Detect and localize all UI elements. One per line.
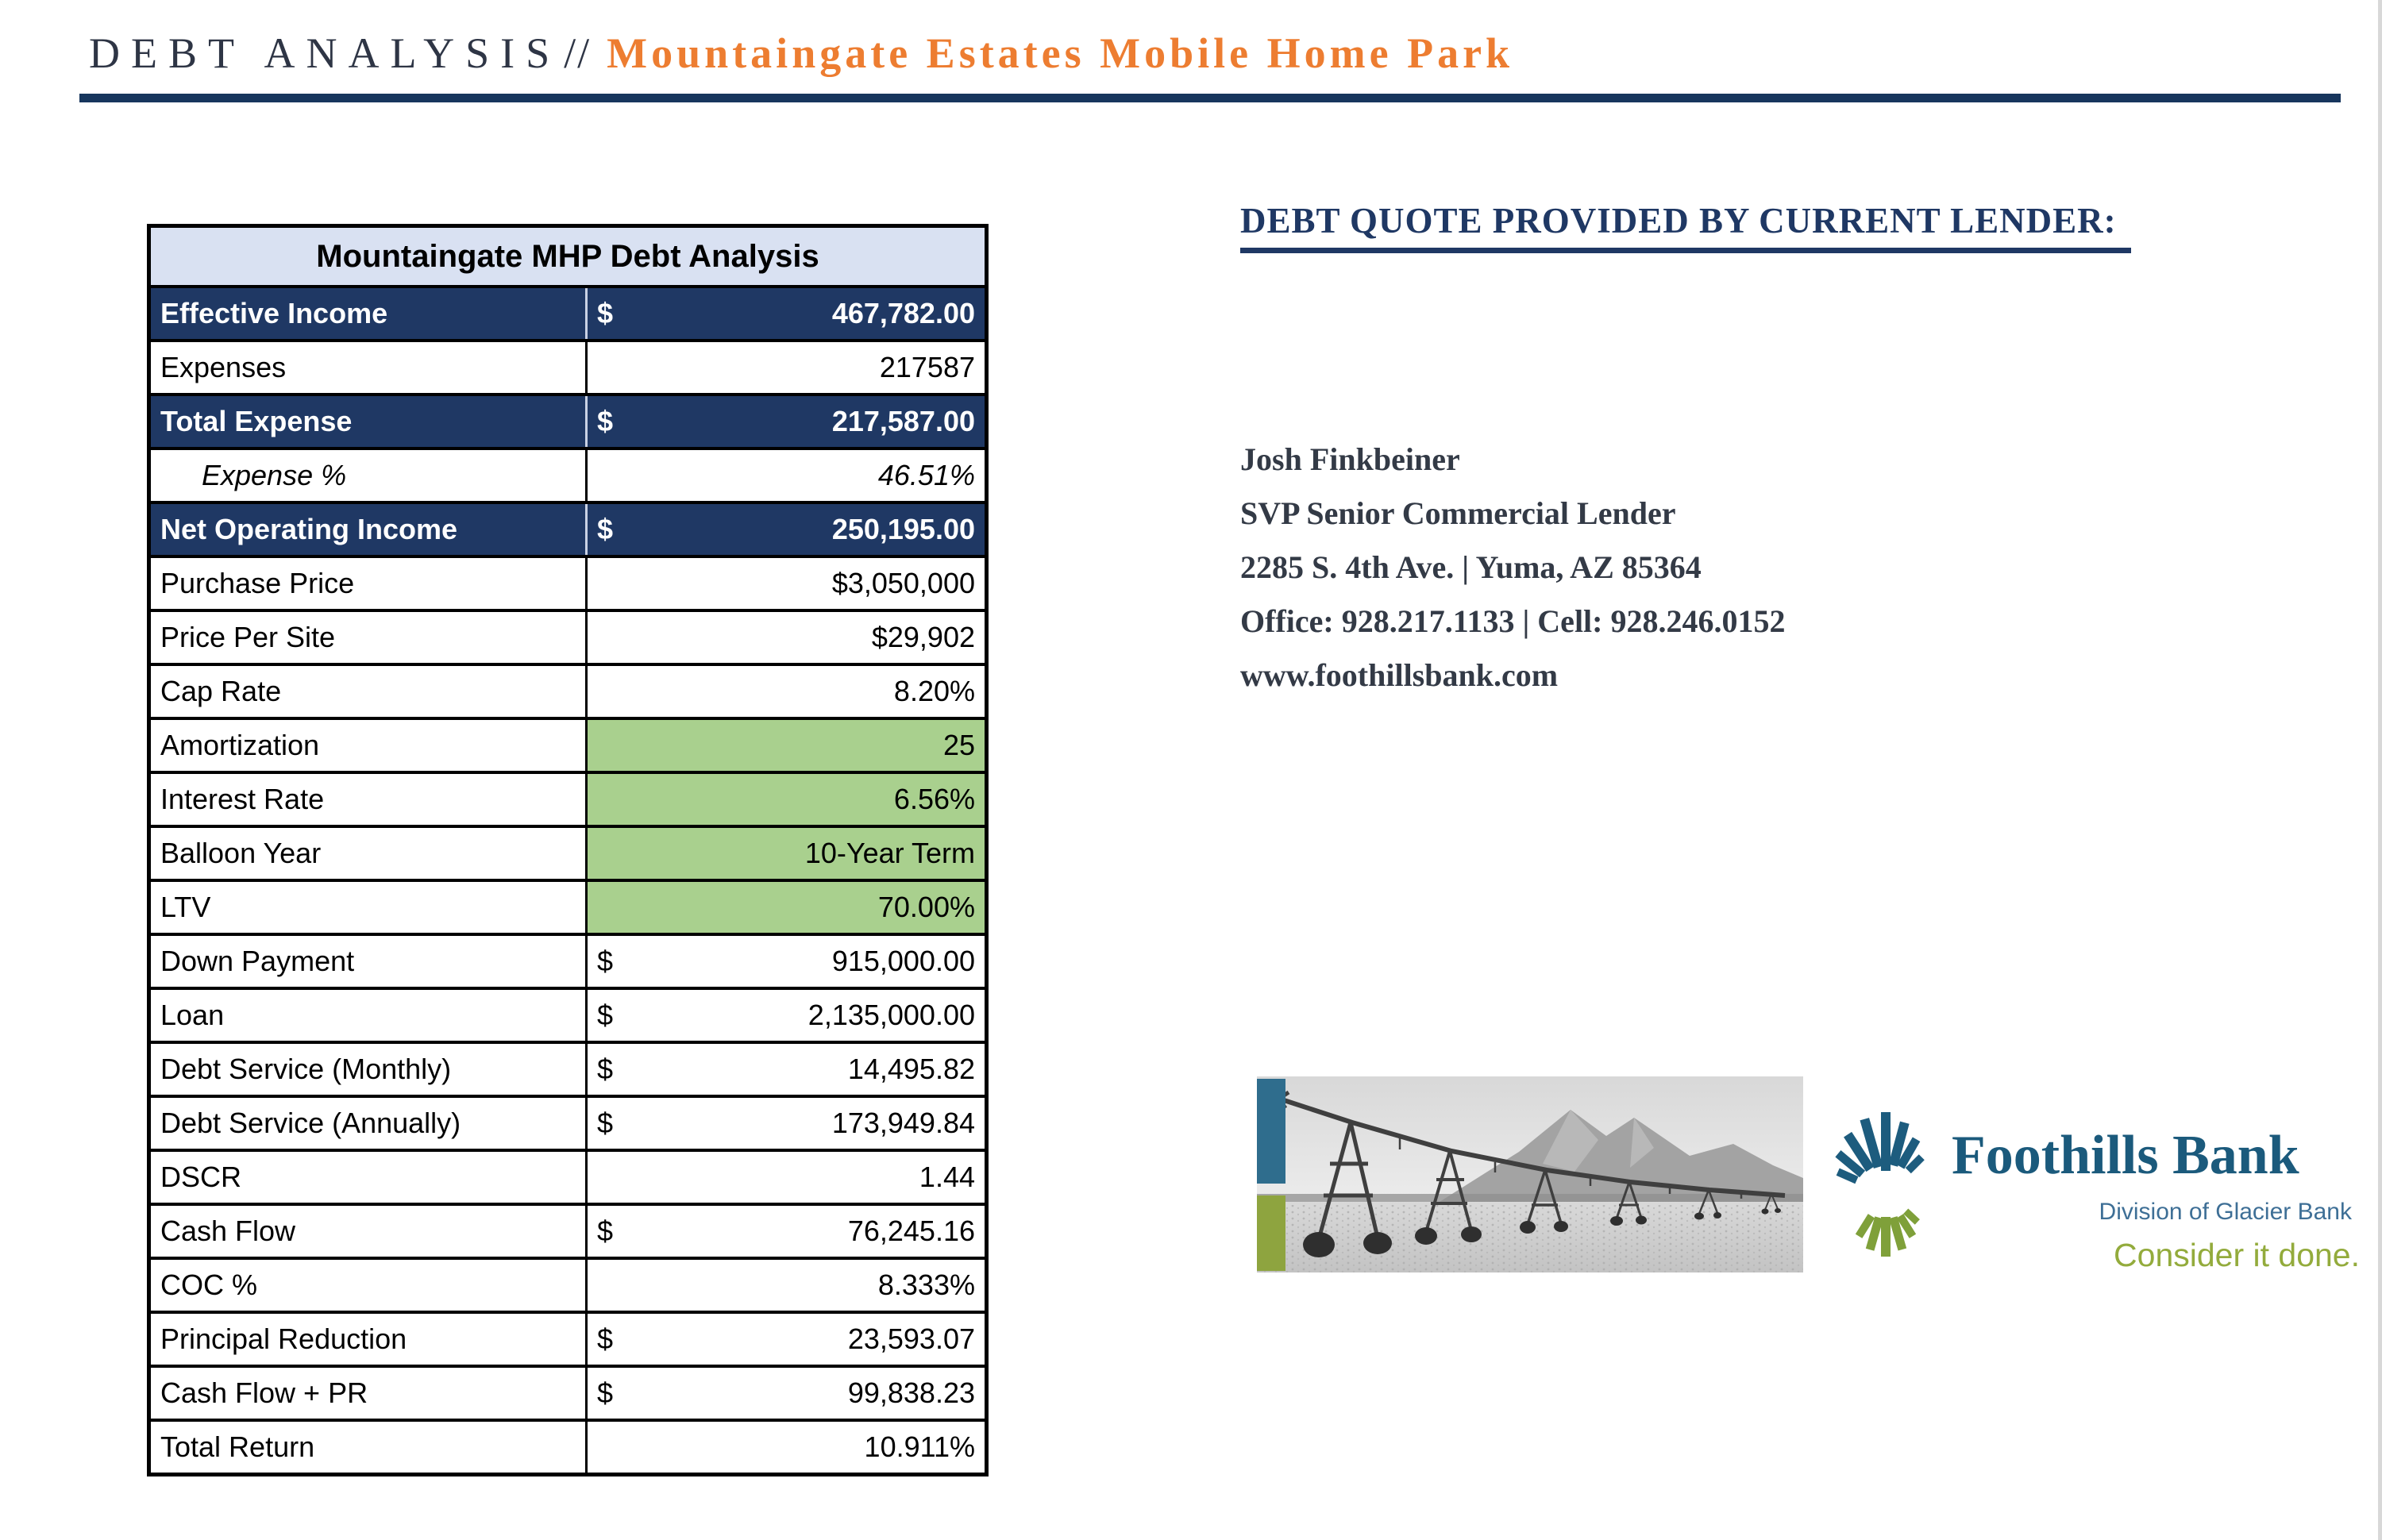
currency-symbol: $	[597, 1053, 614, 1085]
row-value-text: 217587	[879, 351, 975, 383]
table-title: Mountaingate MHP Debt Analysis	[151, 228, 985, 288]
row-value	[588, 504, 985, 555]
photo-olive-strip	[1257, 1195, 1285, 1271]
row-label: Cap Rate	[151, 666, 588, 717]
page-title	[89, 29, 1513, 78]
row-label: Total Return	[151, 1422, 588, 1473]
row-value-text: 46.51%	[877, 459, 975, 491]
row-value	[588, 720, 985, 771]
row-value	[588, 774, 985, 825]
table-row	[151, 1044, 985, 1098]
irrigation-field-photo	[1257, 1076, 1803, 1272]
table-row	[151, 396, 985, 450]
currency-symbol: $	[597, 1215, 614, 1247]
contact-line: Josh Finkbeiner	[1240, 441, 1460, 477]
table-row	[151, 1152, 985, 1206]
table-row	[151, 936, 985, 990]
website-link[interactable]: www.foothillsbank.com	[1240, 657, 1559, 693]
table-row	[151, 558, 985, 612]
row-value-text: 250,195.00	[831, 513, 975, 545]
row-value-text: 8.20%	[893, 675, 975, 707]
row-value	[588, 396, 985, 447]
photo-teal-strip	[1257, 1079, 1285, 1184]
table-row	[151, 1260, 985, 1314]
table-row	[151, 828, 985, 882]
irrigation-photo-graphic	[1257, 1076, 1803, 1272]
contact-block	[1240, 433, 1785, 703]
row-label: Loan	[151, 990, 588, 1041]
table-row	[151, 720, 985, 774]
row-label: LTV	[151, 882, 588, 933]
row-label: Purchase Price	[151, 558, 588, 609]
table-row	[151, 342, 985, 396]
bank-name: Foothills Bank	[1952, 1125, 2299, 1186]
table-body	[151, 288, 985, 1473]
title-property-name: Mountaingate Estates Mobile Home Park	[607, 29, 1514, 77]
row-label: COC %	[151, 1260, 588, 1311]
row-label: Total Expense	[151, 396, 588, 447]
row-value-text: 25	[942, 729, 975, 761]
row-label: Amortization	[151, 720, 588, 771]
row-value-text: $3,050,000	[831, 567, 975, 599]
row-label: Price Per Site	[151, 612, 588, 663]
table-row	[151, 1206, 985, 1260]
row-value	[588, 1044, 985, 1095]
row-label: Balloon Year	[151, 828, 588, 879]
row-value-text: 2,135,000.00	[807, 999, 975, 1031]
table-row	[151, 1314, 985, 1368]
currency-symbol: $	[597, 999, 614, 1031]
row-value	[588, 342, 985, 393]
row-value	[588, 1368, 985, 1419]
row-label: Debt Service (Annually)	[151, 1098, 588, 1149]
table-row	[151, 1422, 985, 1473]
row-value-text: 99,838.23	[847, 1376, 975, 1409]
row-value-text: 14,495.82	[847, 1053, 975, 1085]
currency-symbol: $	[597, 1376, 614, 1409]
row-value-text: 70.00%	[877, 891, 975, 923]
row-label: Principal Reduction	[151, 1314, 588, 1365]
row-value-text: 915,000.00	[831, 945, 975, 977]
title-left: DEBT ANALYSIS	[89, 29, 561, 77]
table-row	[151, 990, 985, 1044]
table-row	[151, 774, 985, 828]
row-label: Debt Service (Monthly)	[151, 1044, 588, 1095]
currency-symbol: $	[597, 1322, 614, 1355]
row-value	[588, 288, 985, 339]
row-value	[588, 1260, 985, 1311]
header-divider	[79, 94, 2341, 102]
currency-symbol: $	[597, 513, 614, 545]
bank-tagline: Consider it done.	[2114, 1237, 2360, 1273]
row-value-text: 217,587.00	[831, 405, 975, 437]
row-value-text: 467,782.00	[831, 297, 975, 329]
currency-symbol: $	[597, 405, 614, 437]
row-value-text: 23,593.07	[847, 1322, 975, 1355]
row-label: Cash Flow + PR	[151, 1368, 588, 1419]
row-value	[588, 936, 985, 987]
row-value-text: 8.333%	[877, 1269, 975, 1301]
row-value	[588, 558, 985, 609]
row-label: Net Operating Income	[151, 504, 588, 555]
table-row	[151, 1098, 985, 1152]
page-edge-line	[2378, 0, 2382, 1540]
row-value-text: 76,245.16	[847, 1215, 975, 1247]
quote-heading: DEBT QUOTE PROVIDED BY CURRENT LENDER:	[1240, 200, 2131, 253]
bank-starburst-icon	[1818, 1110, 1953, 1280]
foothills-bank-logo	[1818, 1110, 2366, 1296]
contact-line: SVP Senior Commercial Lender	[1240, 495, 1676, 531]
table-row	[151, 288, 985, 342]
row-value-text: 1.44	[919, 1161, 975, 1193]
table-row	[151, 882, 985, 936]
currency-symbol: $	[597, 1107, 614, 1139]
table-row	[151, 666, 985, 720]
table-row	[151, 504, 985, 558]
table-row	[151, 1368, 985, 1422]
row-value-text: 173,949.84	[831, 1107, 975, 1139]
title-separator: //	[564, 29, 592, 77]
bank-division: Division of Glacier Bank	[2099, 1199, 2352, 1225]
table-row	[151, 450, 985, 504]
currency-symbol: $	[597, 297, 614, 329]
row-value	[588, 1206, 985, 1257]
row-value-text: 6.56%	[893, 783, 975, 815]
row-value	[588, 1152, 985, 1203]
row-value	[588, 666, 985, 717]
row-label: Expense %	[151, 450, 588, 501]
row-label: Cash Flow	[151, 1206, 588, 1257]
row-label: Expenses	[151, 342, 588, 393]
row-value	[588, 612, 985, 663]
row-value-text: 10.911%	[864, 1430, 975, 1463]
row-value	[588, 1098, 985, 1149]
row-value	[588, 990, 985, 1041]
row-label: Interest Rate	[151, 774, 588, 825]
row-label: DSCR	[151, 1152, 588, 1203]
table-row	[151, 612, 985, 666]
row-value-text: $29,902	[871, 621, 975, 653]
debt-analysis-table	[147, 224, 989, 1476]
contact-line: Office: 928.217.1133 | Cell: 928.246.0152	[1240, 603, 1786, 639]
row-label: Down Payment	[151, 936, 588, 987]
contact-line: 2285 S. 4th Ave. | Yuma, AZ 85364	[1240, 549, 1702, 585]
row-value	[588, 450, 985, 501]
row-value	[588, 1422, 985, 1473]
row-label: Effective Income	[151, 288, 588, 339]
row-value	[588, 882, 985, 933]
row-value	[588, 1314, 985, 1365]
row-value	[588, 828, 985, 879]
row-value-text: 10-Year Term	[804, 837, 975, 869]
currency-symbol: $	[597, 945, 614, 977]
